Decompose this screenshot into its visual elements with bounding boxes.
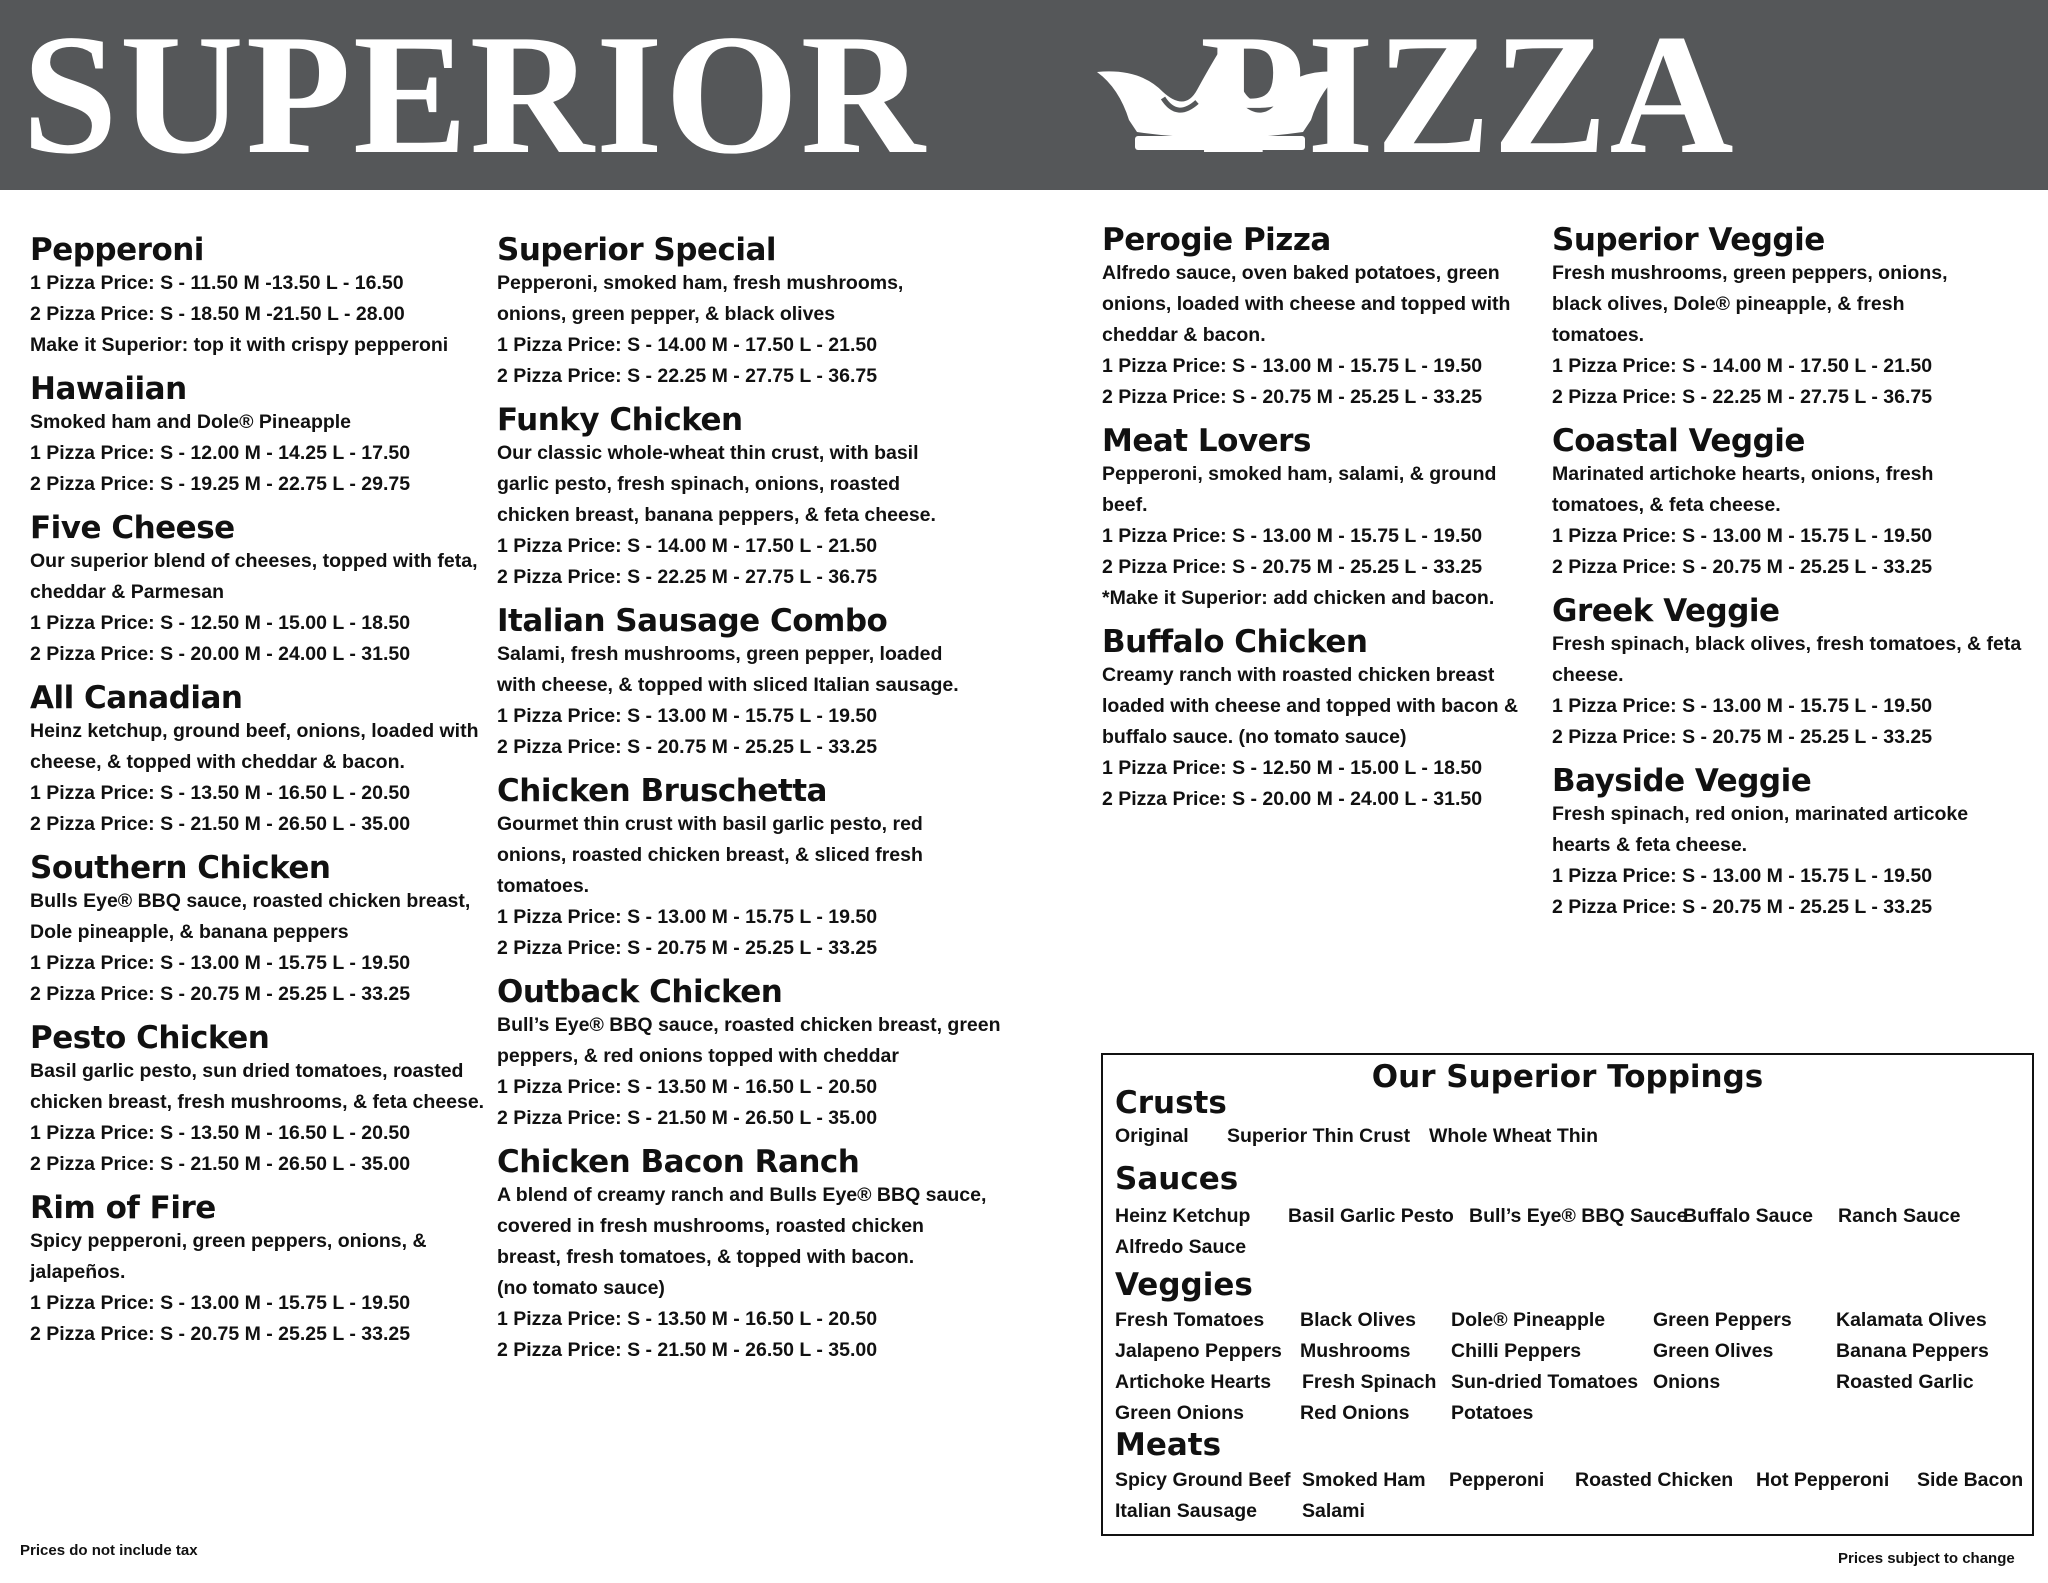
menu-item-line: cheese. bbox=[1552, 664, 1624, 686]
menu-item-name: Southern Chicken bbox=[30, 850, 331, 886]
menu-item-line: 1 Pizza Price: S - 13.00 M - 15.75 L - 19.50 bbox=[1552, 865, 1933, 887]
veggies-heading: Veggies bbox=[1115, 1267, 1253, 1303]
menu-item-line: 2 Pizza Price: S - 20.75 M - 25.25 L - 33.25 bbox=[1552, 896, 1933, 918]
menu-item-line: onions, loaded with cheese and topped with bbox=[1102, 293, 1511, 315]
menu-item-line: 1 Pizza Price: S - 13.50 M - 16.50 L - 20.50 bbox=[497, 1308, 878, 1330]
menu-item-line: tomatoes. bbox=[497, 875, 590, 897]
menu-item bbox=[497, 773, 1001, 964]
menu-item-line: Spicy pepperoni, green peppers, onions, & bbox=[30, 1230, 427, 1252]
menu-item-line: (no tomato sauce) bbox=[497, 1277, 665, 1299]
menu-item bbox=[30, 1020, 484, 1180]
menu-item bbox=[30, 680, 484, 840]
menu-item-line: 1 Pizza Price: S - 13.00 M - 15.75 L - 19.50 bbox=[497, 906, 878, 928]
topping-item: Smoked Ham bbox=[1302, 1469, 1426, 1491]
menu-item bbox=[30, 510, 484, 670]
topping-item: Kalamata Olives bbox=[1836, 1309, 1987, 1331]
menu-item bbox=[1552, 222, 2021, 413]
menu-column-1 bbox=[30, 232, 484, 1360]
topping-item: Black Olives bbox=[1300, 1309, 1416, 1331]
menu-item-line: 2 Pizza Price: S - 20.75 M - 25.25 L - 33.25 bbox=[497, 736, 878, 758]
menu-item-line: 2 Pizza Price: S - 20.75 M - 25.25 L - 33.25 bbox=[497, 937, 878, 959]
menu-item-line: 1 Pizza Price: S - 12.50 M - 15.00 L - 18.50 bbox=[1102, 757, 1483, 779]
menu-item-line: Marinated artichoke hearts, onions, fresh bbox=[1552, 463, 1934, 485]
menu-item-line: Gourmet thin crust with basil garlic pesto, red bbox=[497, 813, 923, 835]
topping-item: Whole Wheat Thin bbox=[1429, 1125, 1598, 1147]
menu-item-line: 1 Pizza Price: S - 13.00 M - 15.75 L - 19.50 bbox=[1552, 525, 1933, 547]
topping-item: Banana Peppers bbox=[1836, 1340, 1989, 1362]
menu-item bbox=[1102, 222, 1518, 413]
menu-item-line: 1 Pizza Price: S - 14.00 M - 17.50 L - 21.50 bbox=[1552, 355, 1933, 377]
menu-item bbox=[30, 371, 484, 500]
topping-item: Italian Sausage bbox=[1115, 1500, 1257, 1522]
menu-item bbox=[497, 232, 1001, 392]
topping-item: Jalapeno Peppers bbox=[1115, 1340, 1282, 1362]
menu-item-line: 2 Pizza Price: S - 18.50 M -21.50 L - 28.00 bbox=[30, 303, 405, 325]
menu-item-line: garlic pesto, fresh spinach, onions, roasted bbox=[497, 473, 901, 495]
menu-item-name: Hawaiian bbox=[30, 371, 187, 407]
menu-item-line: breast, fresh tomatoes, & topped with bacon. bbox=[497, 1246, 915, 1268]
menu-item bbox=[1552, 763, 2021, 923]
menu-item-line: Salami, fresh mushrooms, green pepper, loaded bbox=[497, 643, 943, 665]
topping-item: Fresh Spinach bbox=[1302, 1371, 1437, 1393]
brand-title-left: SUPERIOR bbox=[22, 0, 927, 190]
menu-item-line: Fresh mushrooms, green peppers, onions, bbox=[1552, 262, 1948, 284]
topping-item: Bull’s Eye® BBQ Sauce bbox=[1469, 1205, 1688, 1227]
menu-item-line: Alfredo sauce, oven baked potatoes, green bbox=[1102, 262, 1500, 284]
menu-item-name: Rim of Fire bbox=[30, 1190, 216, 1226]
menu-item-name: Funky Chicken bbox=[497, 402, 743, 438]
menu-item-line: 2 Pizza Price: S - 20.75 M - 25.25 L - 33.25 bbox=[1552, 726, 1933, 748]
menu-item bbox=[1102, 624, 1518, 815]
menu-item-line: black olives, Dole® pineapple, & fresh bbox=[1552, 293, 1905, 315]
menu-item-line: 1 Pizza Price: S - 13.50 M - 16.50 L - 20.50 bbox=[30, 1122, 411, 1144]
topping-item: Hot Pepperoni bbox=[1756, 1469, 1890, 1491]
menu-item-line: 2 Pizza Price: S - 20.00 M - 24.00 L - 31.50 bbox=[30, 643, 411, 665]
menu-item-line: Heinz ketchup, ground beef, onions, loaded with bbox=[30, 720, 479, 742]
topping-item: Side Bacon bbox=[1917, 1469, 2024, 1491]
menu-item bbox=[1552, 423, 2021, 583]
menu-item-line: 1 Pizza Price: S - 12.00 M - 14.25 L - 17.50 bbox=[30, 442, 411, 464]
menu-item-line: 2 Pizza Price: S - 20.00 M - 24.00 L - 31.50 bbox=[1102, 788, 1483, 810]
header-banner bbox=[0, 0, 2048, 190]
menu-item-line: 2 Pizza Price: S - 21.50 M - 26.50 L - 35.00 bbox=[30, 1153, 411, 1175]
topping-item: Pepperoni bbox=[1449, 1469, 1545, 1491]
topping-item: Red Onions bbox=[1300, 1402, 1410, 1424]
topping-item: Dole® Pineapple bbox=[1451, 1309, 1606, 1331]
menu-item-line: 1 Pizza Price: S - 13.00 M - 15.75 L - 19.50 bbox=[1102, 355, 1483, 377]
topping-item: Green Olives bbox=[1653, 1340, 1774, 1362]
menu-item-line: Pepperoni, smoked ham, salami, & ground bbox=[1102, 463, 1497, 485]
sauces-heading: Sauces bbox=[1115, 1161, 1239, 1197]
menu-item-line: 1 Pizza Price: S - 11.50 M -13.50 L - 16.50 bbox=[30, 272, 404, 294]
menu-item-line: Dole pineapple, & banana peppers bbox=[30, 921, 349, 943]
topping-item: Ranch Sauce bbox=[1838, 1205, 1961, 1227]
menu-item-line: Make it Superior: top it with crispy pepperoni bbox=[30, 334, 449, 356]
menu-item-line: loaded with cheese and topped with bacon & bbox=[1102, 695, 1519, 717]
menu-item bbox=[497, 402, 1001, 593]
topping-item: Basil Garlic Pesto bbox=[1288, 1205, 1454, 1227]
meats-heading: Meats bbox=[1115, 1427, 1222, 1463]
topping-item: Heinz Ketchup bbox=[1115, 1205, 1251, 1227]
menu-item bbox=[30, 232, 484, 361]
menu-item-line: Basil garlic pesto, sun dried tomatoes, roasted bbox=[30, 1060, 464, 1082]
menu-item-line: 2 Pizza Price: S - 20.75 M - 25.25 L - 33.25 bbox=[1102, 386, 1483, 408]
toppings-title: Our Superior Toppings bbox=[1371, 1059, 1764, 1095]
menu-item-line: 1 Pizza Price: S - 14.00 M - 17.50 L - 21.50 bbox=[497, 334, 878, 356]
menu-item-name: Five Cheese bbox=[30, 510, 235, 546]
menu-item-line: peppers, & red onions topped with cheddar bbox=[497, 1045, 899, 1067]
topping-item: Green Onions bbox=[1115, 1402, 1244, 1424]
menu-item-line: 1 Pizza Price: S - 13.00 M - 15.75 L - 19.50 bbox=[1102, 525, 1483, 547]
topping-item: Roasted Chicken bbox=[1575, 1469, 1734, 1491]
menu-item-name: Outback Chicken bbox=[497, 974, 783, 1010]
menu-item-line: 2 Pizza Price: S - 22.25 M - 27.75 L - 36.75 bbox=[1552, 386, 1933, 408]
toppings-box bbox=[1101, 1053, 2034, 1536]
menu-item-name: Pesto Chicken bbox=[30, 1020, 270, 1056]
menu-item-line: Creamy ranch with roasted chicken breast bbox=[1102, 664, 1495, 686]
menu-item-line: Pepperoni, smoked ham, fresh mushrooms, bbox=[497, 272, 904, 294]
menu-item-line: 1 Pizza Price: S - 13.50 M - 16.50 L - 20.50 bbox=[497, 1076, 878, 1098]
menu-item-line: onions, roasted chicken breast, & sliced fresh bbox=[497, 844, 923, 866]
menu-item-line: 1 Pizza Price: S - 13.00 M - 15.75 L - 19.50 bbox=[1552, 695, 1933, 717]
menu-column-4 bbox=[1552, 222, 2021, 933]
menu-item-line: onions, green pepper, & black olives bbox=[497, 303, 836, 325]
menu-item-line: 2 Pizza Price: S - 22.25 M - 27.75 L - 36.75 bbox=[497, 566, 878, 588]
menu-item-line: Bulls Eye® BBQ sauce, roasted chicken breast, bbox=[30, 890, 471, 912]
menu-item-line: Fresh spinach, black olives, fresh tomatoes, & feta bbox=[1552, 633, 2022, 655]
topping-item: Spicy Ground Beef bbox=[1115, 1469, 1291, 1491]
topping-item: Salami bbox=[1302, 1500, 1365, 1522]
menu-item bbox=[497, 974, 1001, 1134]
menu-item-line: 1 Pizza Price: S - 13.00 M - 15.75 L - 19.50 bbox=[497, 705, 878, 727]
menu-item-name: Italian Sausage Combo bbox=[497, 603, 888, 639]
menu-item bbox=[1102, 423, 1518, 614]
topping-item: Buffalo Sauce bbox=[1683, 1205, 1814, 1227]
menu-item-line: chicken breast, banana peppers, & feta cheese. bbox=[497, 504, 936, 526]
topping-item: Mushrooms bbox=[1300, 1340, 1411, 1362]
menu-item-name: Chicken Bacon Ranch bbox=[497, 1144, 860, 1180]
menu-item-line: tomatoes. bbox=[1552, 324, 1645, 346]
menu-item-line: cheddar & bacon. bbox=[1102, 324, 1266, 346]
topping-item: Onions bbox=[1653, 1371, 1721, 1393]
menu-item-line: 2 Pizza Price: S - 20.75 M - 25.25 L - 33.25 bbox=[30, 983, 411, 1005]
menu-item-line: 1 Pizza Price: S - 13.00 M - 15.75 L - 19.50 bbox=[30, 1292, 411, 1314]
menu-item bbox=[30, 850, 484, 1010]
menu-item-name: All Canadian bbox=[30, 680, 243, 716]
menu-item-line: Smoked ham and Dole® Pineapple bbox=[30, 411, 352, 433]
menu-item-name: Meat Lovers bbox=[1102, 423, 1311, 459]
menu-item-line: Fresh spinach, red onion, marinated articoke bbox=[1552, 803, 1969, 825]
menu-item-line: 2 Pizza Price: S - 20.75 M - 25.25 L - 33.25 bbox=[1102, 556, 1483, 578]
topping-item: Alfredo Sauce bbox=[1115, 1236, 1247, 1258]
menu-item bbox=[497, 1144, 1001, 1366]
menu-item-line: covered in fresh mushrooms, roasted chicken bbox=[497, 1215, 924, 1237]
crusts-heading: Crusts bbox=[1115, 1085, 1227, 1121]
menu-item-name: Perogie Pizza bbox=[1102, 222, 1331, 258]
menu-item-line: 1 Pizza Price: S - 13.00 M - 15.75 L - 19.50 bbox=[30, 952, 411, 974]
menu-item-line: Bull’s Eye® BBQ sauce, roasted chicken breast, green bbox=[497, 1014, 1001, 1036]
menu-item bbox=[30, 1190, 484, 1350]
menu-item-line: 2 Pizza Price: S - 19.25 M - 22.75 L - 29.75 bbox=[30, 473, 411, 495]
menu-item-name: Bayside Veggie bbox=[1552, 763, 1812, 799]
topping-item: Fresh Tomatoes bbox=[1115, 1309, 1265, 1331]
topping-item: Sun-dried Tomatoes bbox=[1451, 1371, 1639, 1393]
topping-item: Chilli Peppers bbox=[1451, 1340, 1582, 1362]
menu-item-line: tomatoes, & feta cheese. bbox=[1552, 494, 1781, 516]
tax-note: Prices do not include tax bbox=[20, 1542, 198, 1559]
menu-item-line: Our superior blend of cheeses, topped with feta, bbox=[30, 550, 478, 572]
menu-item-name: Greek Veggie bbox=[1552, 593, 1780, 629]
menu-item-name: Buffalo Chicken bbox=[1102, 624, 1368, 660]
menu-item-line: with cheese, & topped with sliced Italian sausage. bbox=[497, 674, 959, 696]
topping-item: Green Peppers bbox=[1653, 1309, 1792, 1331]
menu-item-line: Our classic whole-wheat thin crust, with basil bbox=[497, 442, 919, 464]
menu-item-name: Pepperoni bbox=[30, 232, 204, 268]
menu-item-line: cheddar & Parmesan bbox=[30, 581, 225, 603]
menu-item-line: 1 Pizza Price: S - 13.50 M - 16.50 L - 20.50 bbox=[30, 782, 411, 804]
menu-item-line: 2 Pizza Price: S - 21.50 M - 26.50 L - 35.00 bbox=[497, 1339, 878, 1361]
menu-item-line: 2 Pizza Price: S - 20.75 M - 25.25 L - 33.25 bbox=[1552, 556, 1933, 578]
menu-item-line: A blend of creamy ranch and Bulls Eye® BBQ sauce, bbox=[497, 1184, 987, 1206]
menu-item-line: beef. bbox=[1102, 494, 1148, 516]
menu-item-line: 2 Pizza Price: S - 21.50 M - 26.50 L - 35.00 bbox=[30, 813, 411, 835]
menu-column-3 bbox=[1102, 222, 1518, 825]
menu-item-line: 1 Pizza Price: S - 12.50 M - 15.00 L - 18.50 bbox=[30, 612, 411, 634]
menu-item-line: buffalo sauce. (no tomato sauce) bbox=[1102, 726, 1407, 748]
menu-item-line: 2 Pizza Price: S - 21.50 M - 26.50 L - 35.00 bbox=[497, 1107, 878, 1129]
menu-item-line: 2 Pizza Price: S - 22.25 M - 27.75 L - 36.75 bbox=[497, 365, 878, 387]
menu-item-name: Superior Special bbox=[497, 232, 776, 268]
menu-item-name: Superior Veggie bbox=[1552, 222, 1825, 258]
topping-item: Superior Thin Crust bbox=[1227, 1125, 1411, 1147]
menu-item-name: Coastal Veggie bbox=[1552, 423, 1805, 459]
topping-item: Roasted Garlic bbox=[1836, 1371, 1974, 1393]
menu-item-line: 2 Pizza Price: S - 20.75 M - 25.25 L - 33.25 bbox=[30, 1323, 411, 1345]
menu-item-line: 1 Pizza Price: S - 14.00 M - 17.50 L - 21.50 bbox=[497, 535, 878, 557]
menu-item-line: chicken breast, fresh mushrooms, & feta cheese. bbox=[30, 1091, 485, 1113]
menu-item bbox=[1552, 593, 2021, 753]
topping-item: Artichoke Hearts bbox=[1115, 1371, 1272, 1393]
topping-item: Potatoes bbox=[1451, 1402, 1534, 1424]
menu-item-name: Chicken Bruschetta bbox=[497, 773, 827, 809]
menu-item-line: hearts & feta cheese. bbox=[1552, 834, 1748, 856]
menu-item-line: cheese, & topped with cheddar & bacon. bbox=[30, 751, 405, 773]
menu-column-2 bbox=[497, 232, 1001, 1376]
menu-item-line: jalapeños. bbox=[30, 1261, 126, 1283]
brand-title-right: PIZZA bbox=[1200, 0, 1736, 190]
menu-item-line: *Make it Superior: add chicken and bacon. bbox=[1102, 587, 1495, 609]
menu-item bbox=[497, 603, 1001, 763]
price-change-note: Prices subject to change bbox=[1838, 1550, 2015, 1567]
topping-item: Original bbox=[1115, 1125, 1189, 1147]
